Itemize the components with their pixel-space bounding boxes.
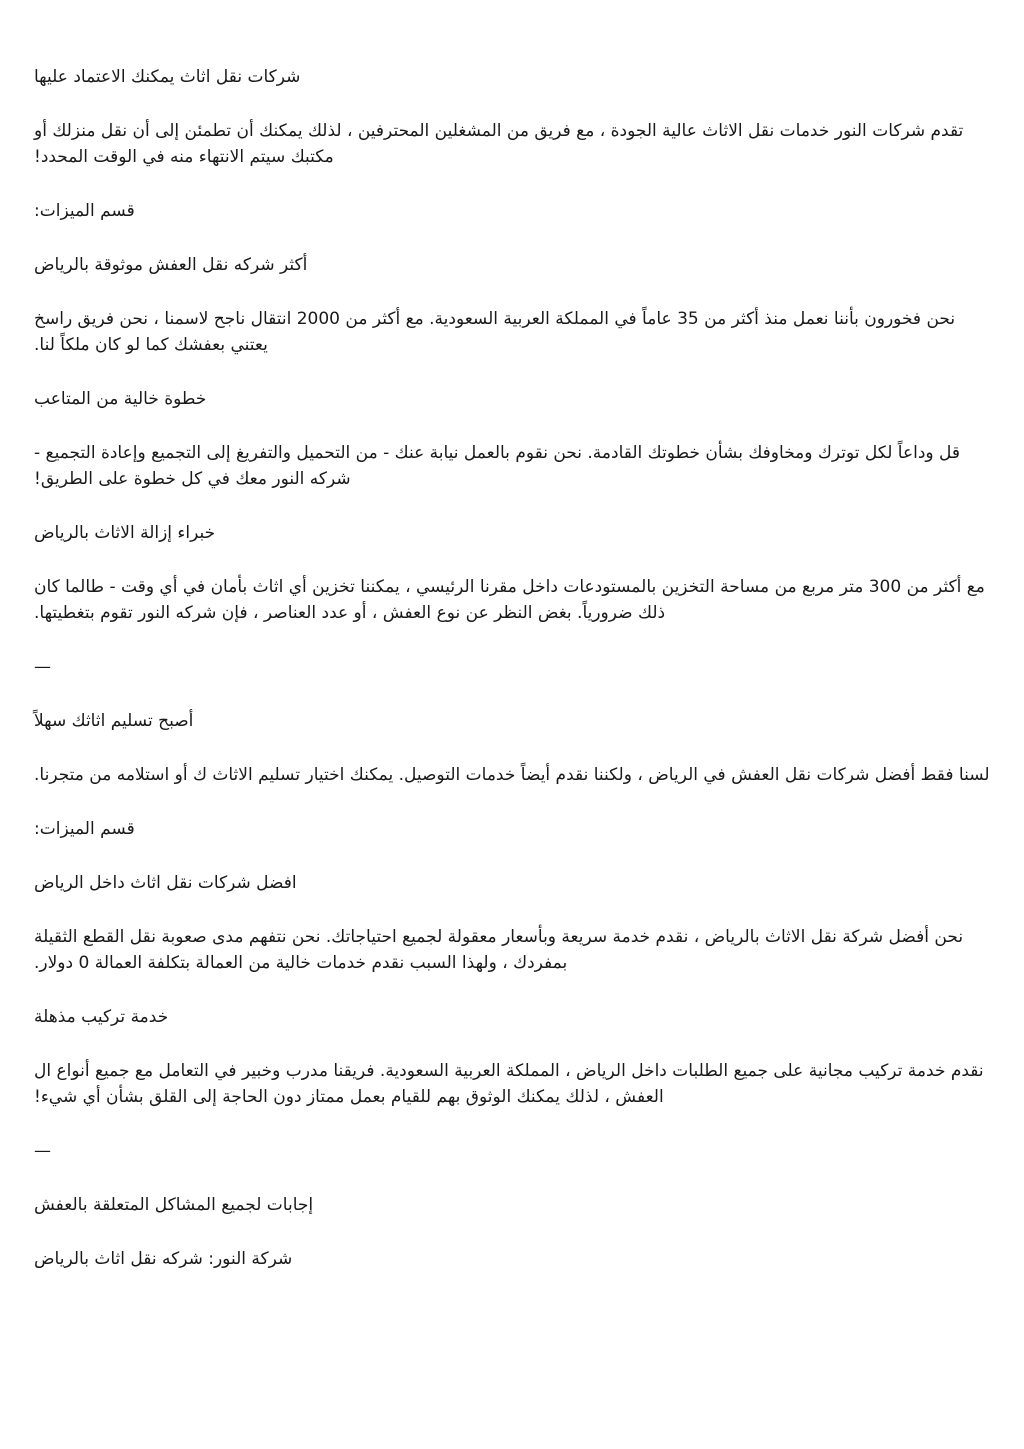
heading-removal-experts: خبراء إزالة الاثاث بالرياض bbox=[34, 523, 216, 543]
heading-most-reliable: أكثر شركه نقل العفش موثوقة بالرياض bbox=[34, 255, 308, 275]
section-label-features-1: قسم الميزات: bbox=[34, 201, 135, 221]
heading-hassle-free: خطوة خالية من المتاعب bbox=[34, 389, 207, 409]
intro-paragraph: تقدم شركات النور خدمات نقل الاثاث عالية الجودة ، مع فريق من المشغلين المحترفين ، لذلك يمكنك أن تطمئن إلى أن نقل منزلك أو مكتبك سيتم الانتهاء منه في الوقت المحدد! bbox=[34, 121, 964, 167]
heading-answers: إجابات لجميع المشاكل المتعلقة بالعفش bbox=[34, 1195, 314, 1215]
heading-best-movers: افضل شركات نقل اثاث داخل الرياض bbox=[34, 873, 297, 893]
separator-1: — bbox=[34, 657, 51, 677]
separator-2: — bbox=[34, 1141, 51, 1161]
paragraph-best-movers: نحن أفضل شركة نقل الاثاث بالرياض ، نقدم خدمة سريعة وبأسعار معقولة لجميع احتياجاتك. نحن نتفهم مدى صعوبة نقل القطع الثقيلة بمفردك ، ولهذا السبب نقدم خدمات خالية من العمالة بتكلفة العمالة 0 دولار. bbox=[34, 927, 964, 973]
paragraph-delivery: لسنا فقط أفضل شركات نقل العفش في الرياض ، ولكننا نقدم أيضاً خدمات التوصيل. يمكنك اختيار تسليم الاثاث ك أو استلامه من متجرنا. bbox=[34, 765, 990, 785]
section-label-features-2: قسم الميزات: bbox=[34, 819, 135, 839]
company-line: شركة النور: شركه نقل اثاث بالرياض bbox=[34, 1249, 293, 1269]
paragraph-installation: نقدم خدمة تركيب مجانية على جميع الطلبات داخل الرياض ، المملكة العربية السعودية. فريقنا مدرب وخبير في التعامل مع جميع أنواع ال العفش ، لذلك يمكنك الوثوق بهم للقيام بعمل ممتاز دون الحاجة إلى القلق بشأن أي شيء! bbox=[34, 1061, 984, 1107]
heading-reliable-movers: شركات نقل اثاث يمكنك الاعتماد عليها bbox=[34, 67, 301, 87]
document-body bbox=[34, 64, 994, 1272]
paragraph-hassle-free: قل وداعاً لكل توترك ومخاوفك بشأن خطوتك القادمة. نحن نقوم بالعمل نيابة عنك - من التحميل والتفريغ إلى التجميع وإعادة التجميع - شركه النور معك في كل خطوة على الطريق! bbox=[34, 443, 961, 489]
paragraph-storage: مع أكثر من 300 متر مربع من مساحة التخزين بالمستودعات داخل مقرنا الرئيسي ، يمكننا تخزين أي اثاث بأمان في أي وقت - طالما كان ذلك ضرورياً. بغض النظر عن نوع العفش ، أو عدد العناصر ، فإن شركه النور تقوم بتغطيتها. bbox=[34, 577, 985, 623]
paragraph-experience: نحن فخورون بأننا نعمل منذ أكثر من 35 عاماً في المملكة العربية السعودية. مع أكثر من 2000 انتقال ناجح لاسمنا ، نحن فريق راسخ يعتني بعفشك كما لو كان ملكاً لنا. bbox=[34, 309, 956, 355]
heading-easy-delivery: أصبح تسليم اثاثك سهلاً bbox=[34, 711, 194, 731]
heading-installation: خدمة تركيب مذهلة bbox=[34, 1007, 169, 1027]
